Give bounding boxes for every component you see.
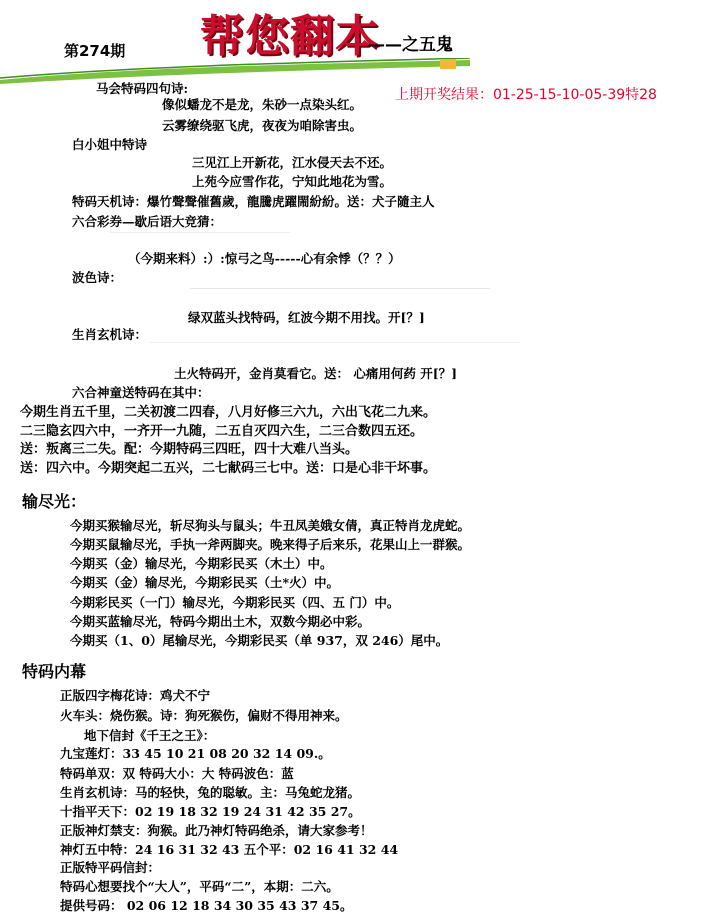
text-line: （今期来料）:）:惊弓之鸟-----心有余悸（？？） — [128, 251, 401, 266]
banner-subtitle: ——之五鬼 — [368, 35, 453, 55]
text-line: 绿双蓝头找特码，红波今期不用找。开[？] — [188, 310, 425, 325]
section-heading: 马会特码四句诗: — [96, 81, 189, 96]
text-line: 火车头：烧伤猴。诗：狗死猴伤，偏财不得用神来。 — [60, 708, 348, 723]
section-title: 特码内幕 — [22, 662, 87, 681]
text-line: 二三隐玄四六中，一齐开一九随，二五自灭四六生，二三合数四五还。 — [20, 424, 424, 439]
text-line: 九宝莲灯：33 45 10 21 08 20 32 14 09.。 — [60, 746, 331, 761]
text-line: 今期买猴输尽光，斩尽狗头与鼠头；牛丑凤美娥女倩，真正特肖龙虎蛇。 — [70, 518, 471, 533]
section-heading: 白小姐中特诗 — [72, 137, 148, 152]
text-line: 送：叛离三二失。配：今期特码三四旺，四十大难八当头。 — [20, 442, 359, 457]
poem-line: 三见江上开新花，江水侵天去不还。 — [192, 155, 393, 170]
poem-line: 像似蟠龙不是龙，朱砂一点染头红。 — [162, 97, 363, 112]
section-heading: 六合神童送特码在其中： — [72, 385, 210, 400]
text-line: 今期买（金）输尽光，今期彩民买（土*火）中。 — [70, 575, 340, 590]
text-line: 特码心想要找个“大人”，平码“二”，本期：二六。 — [60, 879, 339, 894]
text-line: 十指平天下：02 19 18 32 19 24 31 42 35 27。 — [60, 804, 361, 819]
issue-number: 第274期 — [64, 42, 126, 60]
text-line: 生肖玄机诗：马的轻快，兔的聪敏。主：马兔蛇龙猪。 — [60, 785, 361, 800]
faint-rule — [190, 288, 490, 289]
text-line: 土火特码开，金肖莫看它。送： 心痛用何药 开[？] — [174, 366, 458, 381]
text-line: 正版四字梅花诗：鸡犬不宁 — [60, 688, 211, 703]
header-swoosh-decoration — [0, 58, 470, 84]
text-line: 特码单双：双 特码大小：大 特码波色：蓝 — [60, 766, 294, 781]
section-heading: 六合彩券—歇后语大竞猜： — [72, 214, 223, 229]
text-line: 特码天机诗：爆竹聲聲催舊歲，龍騰虎躍閙紛紛。送：犬子隨主人 — [72, 194, 435, 209]
banner-title: 帮您翻本 — [200, 11, 380, 62]
section-title: 输尽光： — [22, 492, 87, 511]
text-line: 地下信封《千王之王》： — [84, 728, 216, 743]
text-line: 今期买蓝输尽光，特码今期出土木，双数今期必中彩。 — [70, 614, 371, 629]
text-line: 正版神灯禁支：狗猴。此乃神灯特码绝杀，请大家参考！ — [60, 823, 373, 838]
text-line: 今期生肖五千里，二关初渡二四春，八月好修三六九，六出飞花二九来。 — [20, 405, 437, 420]
faint-rule — [110, 232, 290, 233]
text-line: 提供号码： 02 06 12 18 34 30 35 43 37 45。 — [60, 898, 353, 913]
text-line: 神灯五中特：24 16 31 32 43 五个平：02 16 41 32 44 — [60, 842, 399, 857]
text-line: 今期买（金）输尽光，今期彩民买（木土）中。 — [70, 556, 333, 571]
text-line: 今期彩民买（一门）输尽光，今期彩民买（四、五 门）中。 — [70, 595, 400, 610]
faint-rule — [150, 342, 520, 343]
text-line: 今期买鼠输尽光，手执一斧两脚夹。晚来得子后来乐，花果山上一群猴。 — [70, 537, 471, 552]
section-heading: 生肖玄机诗： — [72, 327, 148, 342]
section-heading: 波色诗： — [72, 270, 123, 285]
last-draw-result: 上期开奖结果：01-25-15-10-05-39特28 — [395, 87, 657, 103]
text-line: 今期买（1、0）尾输尽光，今期彩民买（单 937，双 246）尾中。 — [70, 633, 449, 648]
text-line: 正版特平码信封： — [60, 860, 161, 875]
text-line: 送：四六中。今期突起二五兴，二七献码三七中。送：口是心非干坏事。 — [20, 461, 437, 476]
poem-line: 上苑今应雪作花，宁知此地花为雪。 — [192, 174, 393, 189]
poem-line: 云雾缭绕驱飞虎，夜夜为咱除害虫。 — [162, 118, 363, 133]
